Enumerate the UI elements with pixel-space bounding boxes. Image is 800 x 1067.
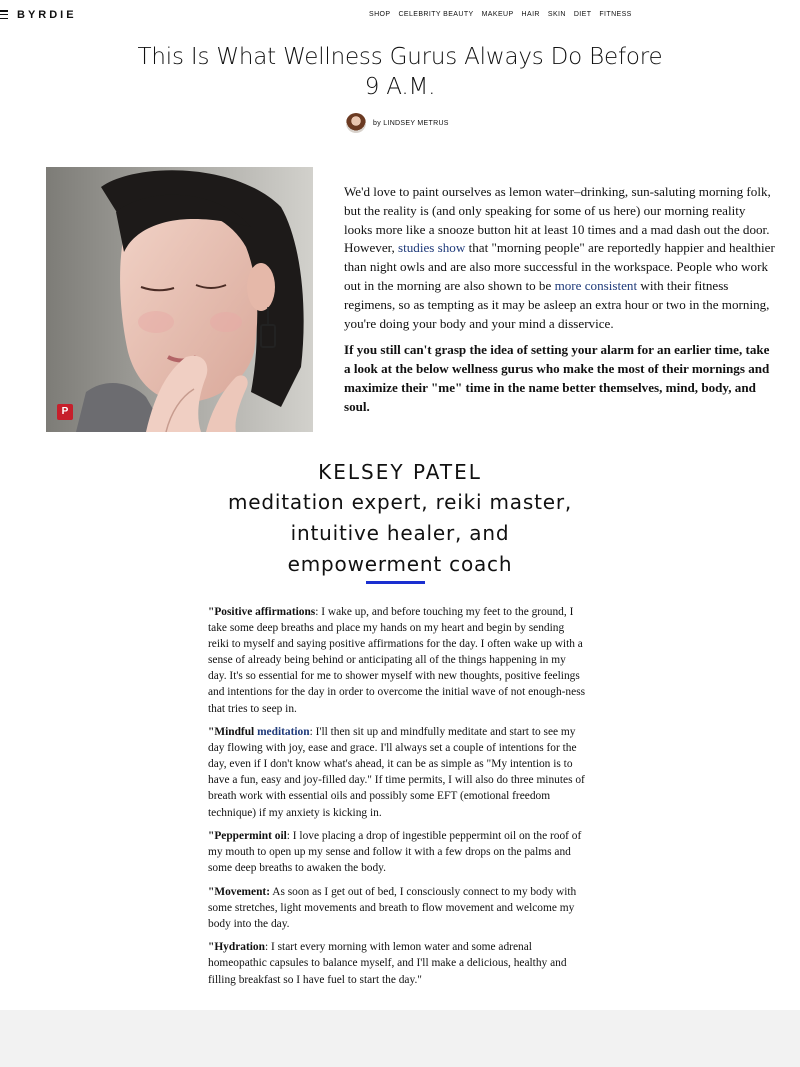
tip-paragraph: "Movement: As soon as I get out of bed, I consciously connect to my body with some stretches, light movements and breath to flow movement and welcome my body into the day. bbox=[208, 885, 577, 930]
hamburger-menu-icon[interactable] bbox=[0, 10, 8, 19]
tip-label: "Movement: bbox=[208, 885, 270, 898]
tip-label: "Positive affirmations bbox=[208, 606, 316, 618]
nav-item-celebrity-beauty[interactable]: CELEBRITY BEAUTY bbox=[398, 11, 474, 18]
nav-item-hair[interactable]: HAIR bbox=[521, 11, 540, 18]
nav-item-skin[interactable]: SKIN bbox=[547, 11, 566, 18]
meditation-link[interactable]: meditation bbox=[257, 726, 310, 739]
guru-name: KELSEY PATEL bbox=[318, 460, 482, 484]
author-avatar[interactable] bbox=[346, 113, 366, 133]
section-heading bbox=[200, 457, 600, 580]
guru-role-line-3: empowerment coach bbox=[287, 552, 513, 576]
article-title: This Is What Wellness Gurus Always Do Before 9 A.M. bbox=[137, 44, 663, 100]
tip-label: "Mindful bbox=[208, 726, 258, 739]
byline-prefix: by bbox=[373, 119, 381, 127]
nav-item-diet[interactable]: DIET bbox=[573, 11, 592, 18]
nav-item-shop[interactable]: SHOP bbox=[369, 11, 391, 18]
tip-label: "Peppermint oil bbox=[208, 830, 287, 842]
article-body bbox=[208, 604, 586, 995]
tip-paragraph: "Positive affirmations: I wake up, and before touching my feet to the ground, I take some deep breaths and place my hands on my heart and begin by sending reiki to myself and saying positive affirmations for the day. I often wake up with a sense of already being behind or anticipating all of the things happening in my day. It's so essential for me to shower myself with new thoughts, positive feelings and intentions for the day in order to overcome the initial wave of not enough-ness that tries to seep in. bbox=[208, 606, 586, 715]
tip-paragraph: "Mindful meditation: I'll then sit up and mindfully meditate and start to see my day flowing with joy, ease and grace. I'll always set a couple of intentions for the day, even if I don't know what's ahead, it can be as simple as "My intention is to have a fun, easy and joy-filled day." If time permits, I will also do three minutes of breath work with essential oils and possibly some EFT (emotional freedom technique) if my anxiety is kicking in. bbox=[208, 726, 585, 819]
tip-label: "Hydration bbox=[208, 941, 265, 954]
more-consistent-link[interactable]: more consistent bbox=[554, 277, 638, 293]
hero-image bbox=[46, 167, 313, 432]
intro-paragraph-2: If you still can't grasp the idea of setting your alarm for an earlier time, take a look at the below wellness gurus who make the most of their mornings and maximize their "me" time in the name better themselves, mind, body, and soul. bbox=[344, 342, 770, 414]
primary-nav bbox=[369, 11, 632, 18]
pinterest-pin-button[interactable]: P bbox=[57, 404, 73, 420]
top-navigation-bar bbox=[0, 0, 800, 30]
guru-role-line-1: meditation expert, reiki master, bbox=[228, 490, 572, 514]
article-intro bbox=[344, 183, 776, 425]
section-divider bbox=[366, 581, 425, 584]
guru-role-line-2: intuitive healer, and bbox=[290, 521, 510, 545]
nav-item-makeup[interactable]: MAKEUP bbox=[481, 11, 514, 18]
nav-item-fitness[interactable]: FITNESS bbox=[599, 11, 632, 18]
studies-show-link[interactable]: studies show bbox=[398, 240, 466, 256]
tip-paragraph: "Hydration: I start every morning with lemon water and some adrenal homeopathic capsules to balance myself, and I'll make a delicious, healthy and filling breakfast so I have fuel to start the day." bbox=[208, 941, 567, 986]
site-logo[interactable]: BYRDIE bbox=[17, 9, 77, 21]
tip-paragraph: "Peppermint oil: I love placing a drop of ingestible peppermint oil on the roof of my mouth to open up my sense and follow it with a few drops on the palms and some deep breaths to awaken the body. bbox=[208, 830, 582, 875]
portrait-illustration bbox=[46, 167, 313, 432]
intro-paragraph-1: We'd love to paint ourselves as lemon water–drinking, sun-saluting morning folk, but the reality is (and only speaking for some of us here) our morning reality looks more like a snooze button hit at least 10 times and a mad dash out the door. However, studies show that "morning people" are reportedly happier and healthier than night owls and are also more successful in the workspace. People who work out in the morning are also shown to be more consistent with their fitness regimens, so as tempting as it may be asleep an extra hour or two in the morning, you're doing your body and your mind a disservice. bbox=[344, 184, 775, 331]
author-name-link[interactable]: LINDSEY METRUS bbox=[383, 119, 449, 127]
footer-band bbox=[0, 1010, 800, 1067]
byline bbox=[346, 112, 449, 134]
